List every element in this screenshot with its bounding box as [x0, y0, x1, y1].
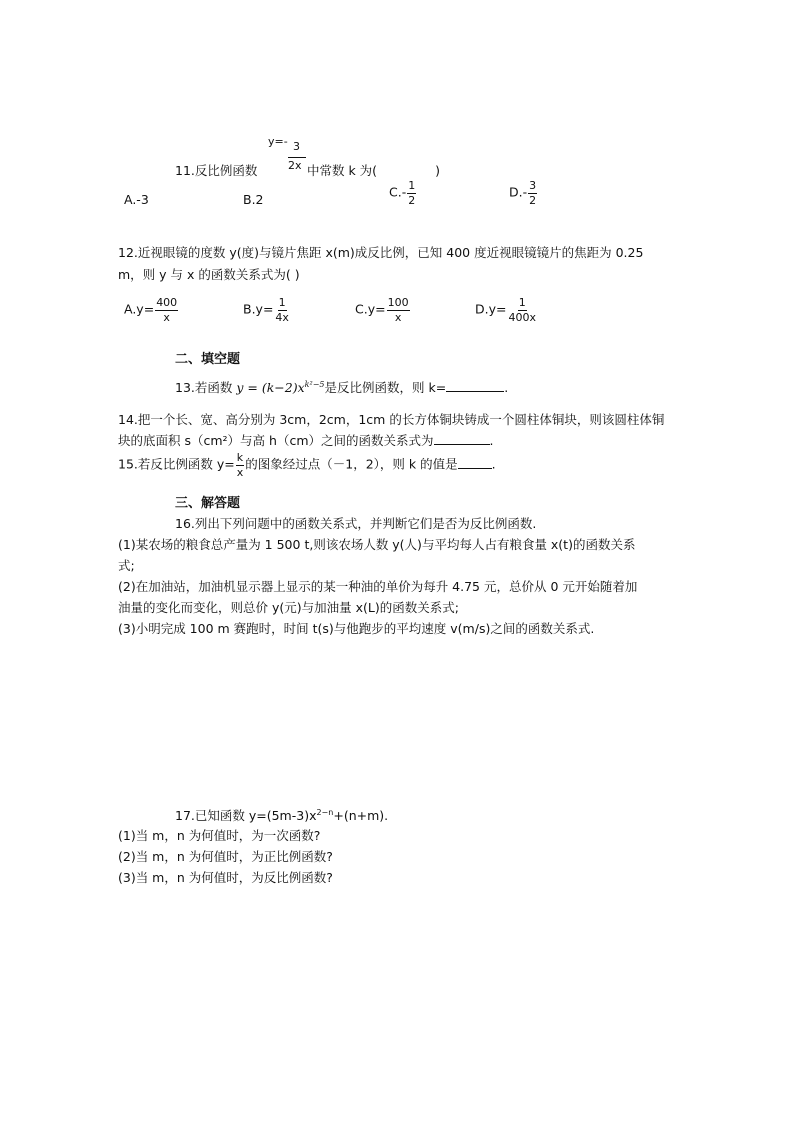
q11-option-c: C.- $\frac{1}{2}$ [389, 179, 416, 207]
q11-formula-bar [288, 157, 306, 158]
q11-option-a: A.-3 [124, 192, 149, 207]
q14-line2: 块的底面积 s（cm²）与高 h（cm）之间的函数关系式为 . [118, 433, 494, 448]
q16-part3: (3)小明完成 100 m 赛跑时，时间 t(s)与他跑步的平均速度 v(m/s)之间的函数关系式. [118, 621, 595, 636]
answer-blank[interactable] [446, 391, 504, 392]
q14-line1: 14.把一个长、宽、高分别为 3cm，2cm，1cm 的长方体铜块铸成一个圆柱体铜块，则该圆柱体铜 [118, 412, 665, 427]
fraction: $\frac{k}{x}$ [236, 451, 244, 479]
q11-formula-num: 3 [293, 140, 300, 153]
q16-part2-line1: (2)在加油站，加油机显示器上显示的某一种油的单价为每升 4.75 元，总价从 0 元开始随着加 [118, 579, 638, 594]
section-3-heading: 三、解答题 [175, 496, 241, 511]
q16-title: 16.列出下列问题中的函数关系式，并判断它们是否为反比例函数. [175, 516, 537, 531]
q11-text-a: 反比例函数 [194, 163, 258, 178]
q11-formula-den: 2x [288, 159, 302, 172]
q11-option-b: B.2 [243, 192, 264, 207]
q13: 13.若函数 $y = (k-2)x^{k^2-5}$是反比例函数，则 k= . [175, 379, 509, 395]
q17-part1: (1)当 m，n 为何值时，为一次函数? [118, 828, 321, 843]
q12-line1: 12.近视眼镜的度数 y(度)与镜片焦距 x(m)成反比例，已知 400 度近视眼镜镜片的焦距为 0.25 [118, 245, 644, 260]
q16-part2-line2: 油量的变化而变化，则总价 y(元)与加油量 x(L)的函数关系式; [118, 600, 459, 615]
answer-blank[interactable] [458, 468, 492, 469]
q16-part1-line1: (1)某农场的粮食总产量为 1 500 t,则该农场人数 y(人)与平均每人占有粮食量 x(t)的函数关系 [118, 537, 636, 552]
q11-option-d: D.- $\frac{3}{2}$ [509, 179, 537, 207]
q15: 15.若反比例函数 y= $\frac{k}{x}$ 的图象经过点（－1，2），则 k 的值是 . [118, 451, 496, 479]
fraction: $\frac{3}{2}$ [529, 179, 537, 207]
q13-expr: $y = (k-2)x^{k^2-5}$ [236, 379, 325, 395]
q17-title: 17.已知函数 $y=(5m-3)x^{2-n}+(n+m)$. [175, 807, 389, 823]
q12-option-d: D.y= $\frac{1}{400x}$ [475, 296, 536, 324]
q11-text [175, 161, 257, 179]
fraction: $\frac{1}{2}$ [408, 179, 416, 207]
q17-part2: (2)当 m，n 为何值时，为正比例函数? [118, 849, 333, 864]
q11-formula [268, 135, 288, 156]
fraction: $\frac{1}{400x}$ [508, 296, 536, 324]
q12-option-a: A.y= $\frac{400}{x}$ [124, 296, 178, 324]
q11-text-b: 中常数 k 为( ) [307, 163, 440, 178]
answer-blank[interactable] [434, 444, 490, 445]
q12-option-c: C.y= $\frac{100}{x}$ [355, 296, 409, 324]
q11-number: 11. [175, 163, 195, 178]
fraction: $\frac{400}{x}$ [156, 296, 178, 324]
fraction: $\frac{1}{4x}$ [275, 296, 289, 324]
q12-option-b: B.y= $\frac{1}{4x}$ [243, 296, 289, 324]
q16-part1-line2: 式; [118, 558, 135, 573]
q12-line2: m，则 y 与 x 的函数关系式为( ) [118, 267, 300, 282]
fraction: $\frac{100}{x}$ [387, 296, 409, 324]
section-2-heading: 二、填空题 [175, 352, 241, 367]
q17-part3: (3)当 m，n 为何值时，为反比例函数? [118, 870, 333, 885]
q11-formula-prefix: y=- [268, 135, 288, 148]
